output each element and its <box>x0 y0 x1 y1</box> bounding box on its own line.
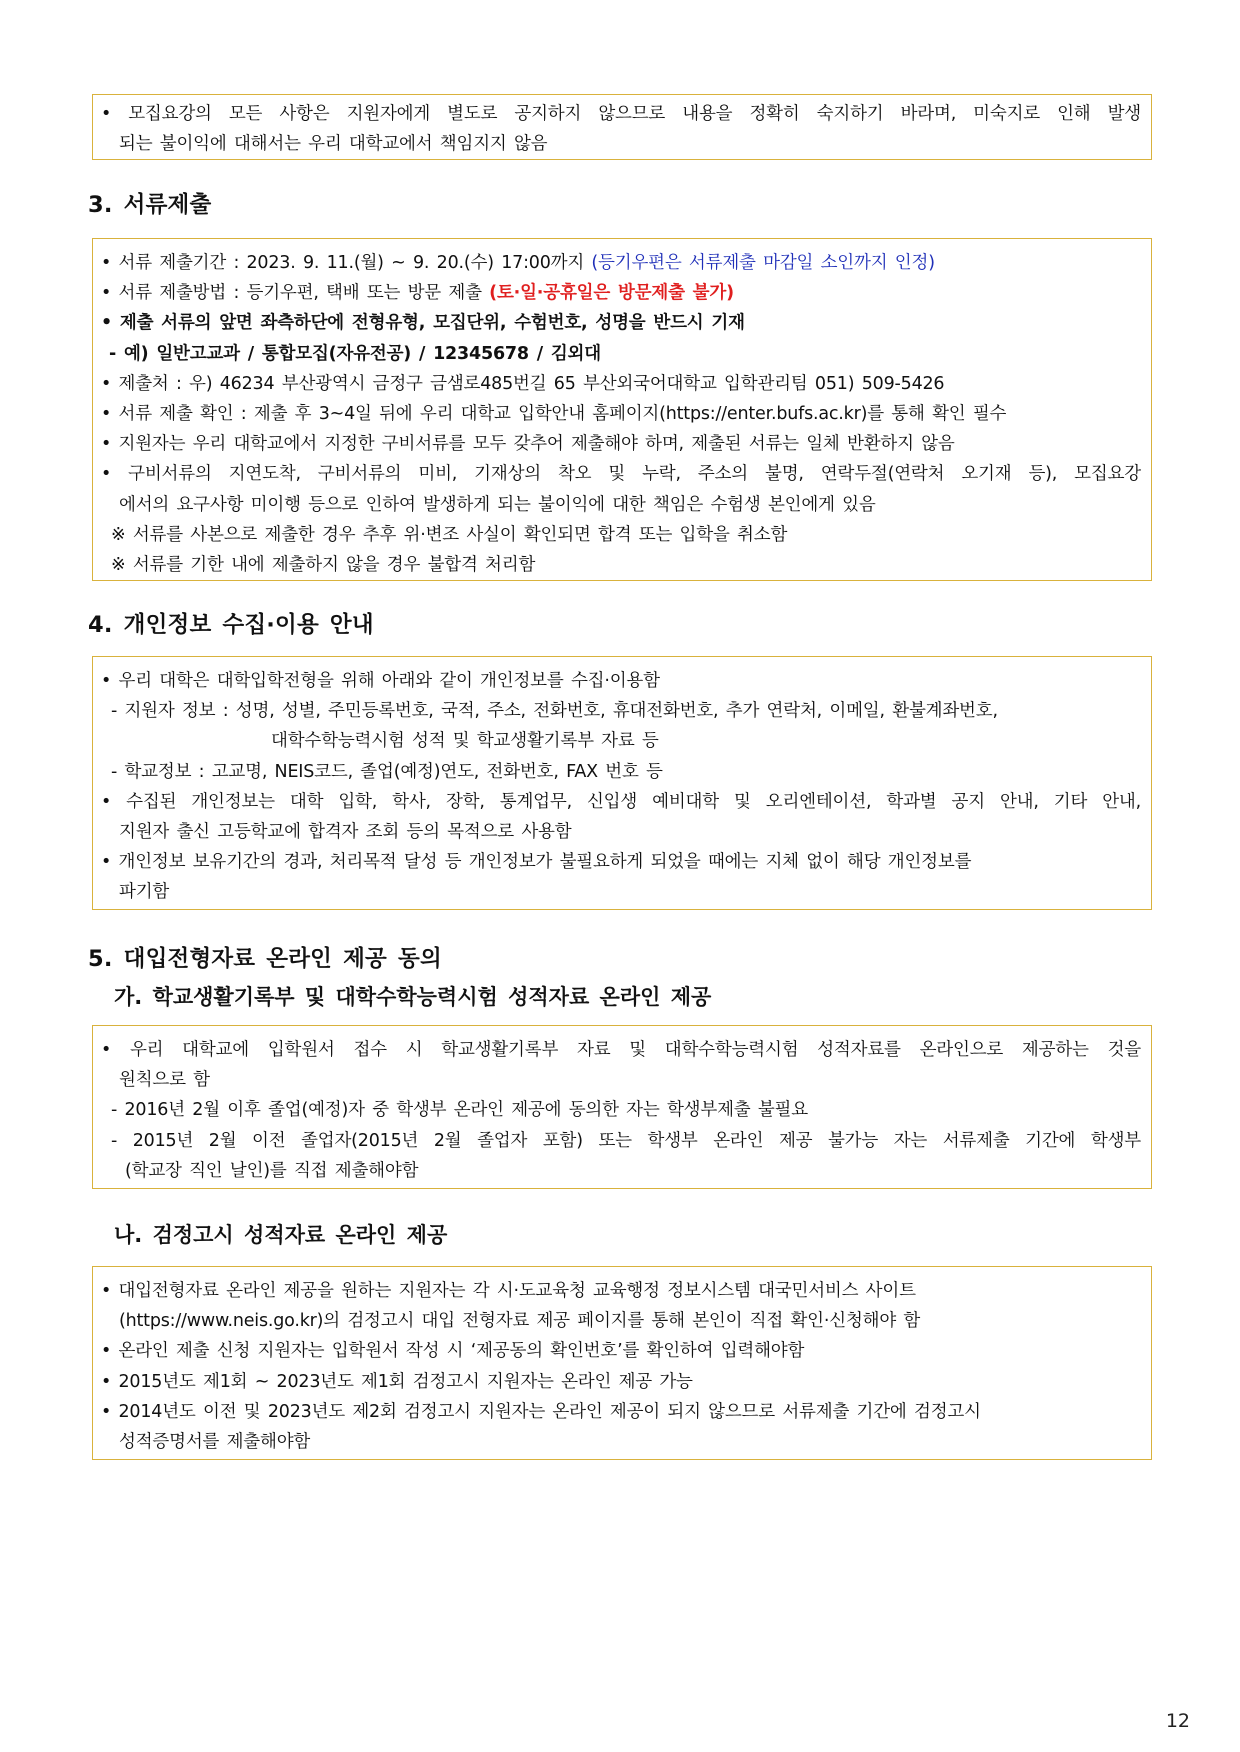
privacy-line-2: - 지원자 정보 : 성명, 성별, 주민등록번호, 국적, 주소, 전화번호, 휴대전화번호, 추가 연락처, 이메일, 환불계좌번호, <box>111 701 998 722</box>
submit-all: • 지원자는 우리 대학교에서 지정한 구비서류를 모두 갖추어 제출해야 하며, 제출된 서류는 일체 반환하지 않음 <box>101 434 955 455</box>
section5-heading: 5. 대입전형자료 온라인 제공 동의 <box>88 946 442 972</box>
page-number: 12 <box>1165 1710 1190 1732</box>
privacy-line-5: • 수집된 개인정보는 대학 입학, 학사, 장학, 통계업무, 신입생 예비대학 및 오리엔테이션, 학과별 공지 안내, 기타 안내, <box>101 791 1141 812</box>
notice-line-2: 되는 불이익에 대해서는 우리 대학교에서 책임지지 않음 <box>119 134 548 155</box>
responsibility-line-2: 에서의 요구사항 미이행 등으로 인하여 발생하게 되는 불이익에 대한 책임은 수험생 본인에게 있음 <box>119 494 876 515</box>
online-line-2: 원칙으로 함 <box>119 1070 210 1091</box>
ged-line-5: • 2014년도 이전 및 2023년도 제2회 검정고시 지원자는 온라인 제공이 되지 않으므로 서류제출 기간에 검정고시 <box>101 1401 981 1422</box>
privacy-line-1: • 우리 대학은 대학입학전형을 위해 아래와 같이 개인정보를 수집·이용함 <box>101 671 660 691</box>
ged-line-4: • 2015년도 제1회 ~ 2023년도 제1회 검정고시 지원자는 온라인 제공 가능 <box>101 1371 693 1392</box>
note-deadline: ※ 서류를 기한 내에 제출하지 않을 경우 불합격 처리함 <box>111 555 536 576</box>
example-line: - 예) 일반고교과 / 통합모집(자유전공) / 12345678 / 김외대 <box>109 343 601 364</box>
submission-confirm: • 서류 제출 확인 : 제출 후 3~4일 뒤에 우리 대학교 입학안내 홈페이지(https://enter.bufs.ac.kr)를 통해 확인 필수 <box>101 404 1007 425</box>
privacy-line-8: 파기함 <box>119 882 170 903</box>
online-line-4: - 2015년 2월 이전 졸업자(2015년 2월 졸업자 포함) 또는 학생부 온라인 제공 불가능 자는 서류제출 기간에 학생부 <box>111 1130 1141 1151</box>
section3-heading: 3. 서류제출 <box>88 192 212 218</box>
submission-method-text: • 서류 제출방법 : 등기우편, 택배 또는 방문 제출 <box>101 283 490 304</box>
responsibility-line-1: • 구비서류의 지연도착, 구비서류의 미비, 기재상의 착오 및 누락, 주소의 불명, 연락두절(연락처 오기재 등), 모집요강 <box>101 464 1141 485</box>
note-copy: ※ 서류를 사본으로 제출한 경우 추후 위·변조 사실이 확인되면 합격 또는 입학을 취소함 <box>111 524 788 545</box>
front-instruction: • 제출 서류의 앞면 좌측하단에 전형유형, 모집단위, 수험번호, 성명을 반드시 기재 <box>101 313 745 334</box>
online-line-1: • 우리 대학교에 입학원서 접수 시 학교생활기록부 자료 및 대학수학능력시험 성적자료를 온라인으로 제공하는 것을 <box>101 1040 1141 1060</box>
submission-address: • 제출처 : 우) 46234 부산광역시 금정구 금샘로485번길 65 부산외국어대학교 입학관리팀 051) 509-5426 <box>101 373 945 394</box>
section5-sub-b-heading: 나. 검정고시 성적자료 온라인 제공 <box>114 1223 448 1247</box>
privacy-line-6: 지원자 출신 고등학교에 합격자 조회 등의 목적으로 사용함 <box>119 822 572 843</box>
submission-period <box>101 248 1141 278</box>
section3-box <box>92 238 1152 581</box>
privacy-line-4: - 학교정보 : 고교명, NEIS코드, 졸업(예정)연도, 전화번호, FAX 번호 등 <box>111 761 663 782</box>
section4-heading: 4. 개인정보 수집·이용 안내 <box>88 612 374 638</box>
section4-box <box>92 656 1152 910</box>
ged-line-2: (https://www.neis.go.kr)의 검정고시 대입 전형자료 제공 페이지를 통해 본인이 직접 확인·신청해야 함 <box>119 1311 921 1332</box>
online-line-3: - 2016년 2월 이후 졸업(예정)자 중 학생부 온라인 제공에 동의한 자는 학생부제출 불필요 <box>111 1100 808 1121</box>
privacy-line-7: • 개인정보 보유기간의 경과, 처리목적 달성 등 개인정보가 불필요하게 되었을 때에는 지체 없이 해당 개인정보를 <box>101 852 972 873</box>
section5-sub-a-heading: 가. 학교생활기록부 및 대학수학능력시험 성적자료 온라인 제공 <box>114 985 712 1009</box>
notice-line-1: • 모집요강의 모든 사항은 지원자에게 별도로 공지하지 않으므로 내용을 정확히 숙지하기 바라며, 미숙지로 인해 발생 <box>101 104 1141 124</box>
online-line-5: (학교장 직인 날인)를 직접 제출해야함 <box>125 1160 419 1181</box>
ged-line-1: • 대입전형자료 온라인 제공을 원하는 지원자는 각 시·도교육청 교육행정 정보시스템 대국민서비스 사이트 <box>101 1281 916 1301</box>
submission-period-note: (등기우편은 서류제출 마감일 소인까지 인정) <box>591 253 935 273</box>
notice-box <box>92 94 1152 160</box>
section5-sub-b-box <box>92 1266 1152 1460</box>
submission-method <box>101 278 1141 308</box>
submission-period-text: • 서류 제출기간 : 2023. 9. 11.(월) ~ 9. 20.(수) 17:00까지 <box>101 253 592 273</box>
ged-line-6: 성적증명서를 제출해야함 <box>119 1432 311 1453</box>
ged-line-3: • 온라인 제출 신청 지원자는 입학원서 작성 시 ‘제공동의 확인번호’를 확인하여 입력해야함 <box>101 1341 805 1362</box>
submission-method-note: (토·일·공휴일은 방문제출 불가) <box>489 283 734 304</box>
privacy-line-3: 대학수학능력시험 성적 및 학교생활기록부 자료 등 <box>271 731 659 752</box>
section5-sub-a-box <box>92 1025 1152 1189</box>
